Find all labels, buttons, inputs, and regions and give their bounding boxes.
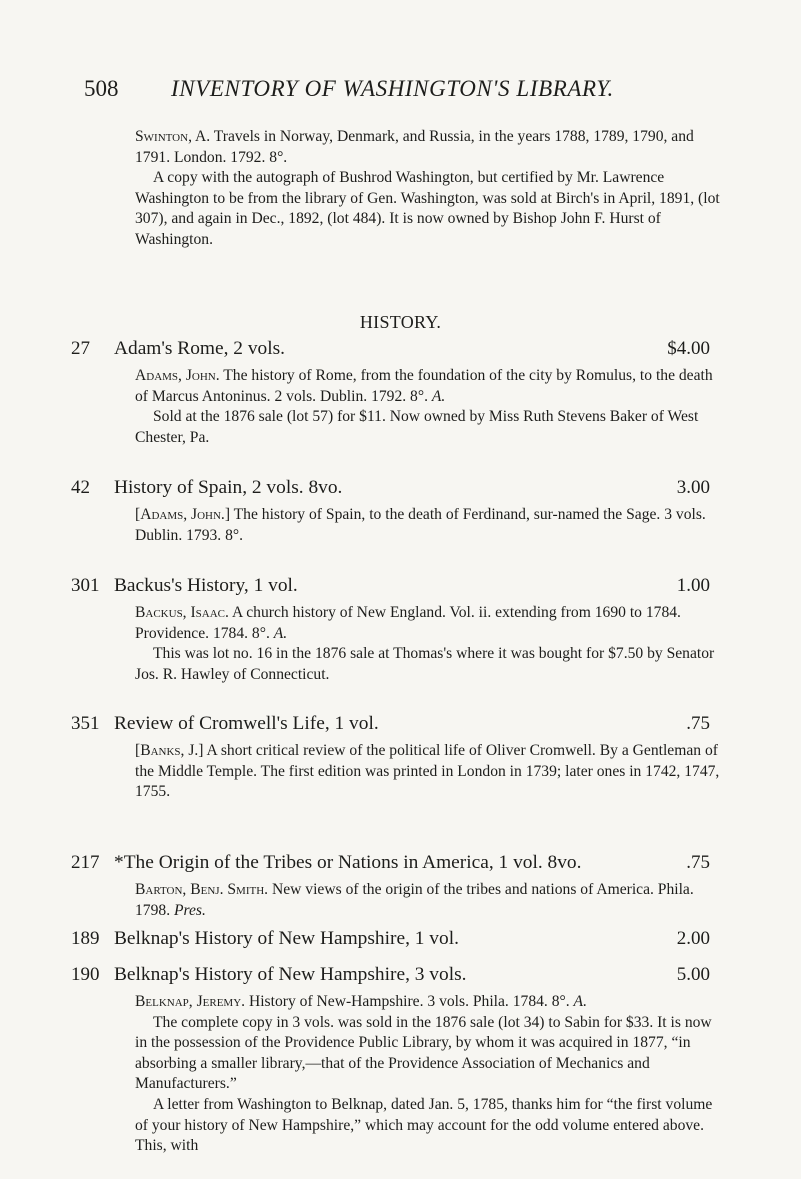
entry-author: [Banks, J.] — [135, 742, 204, 759]
entry-price: .75 — [686, 852, 710, 873]
section-heading: HISTORY. — [359, 312, 442, 332]
lot-number: 189 — [71, 928, 100, 949]
entry-price: $4.00 — [667, 338, 710, 359]
entry-price: 3.00 — [676, 477, 710, 498]
entry-author: [Adams, John.] — [135, 506, 231, 523]
entry-mark: A. — [431, 387, 446, 405]
entry-author: Backus, Isaac. — [135, 604, 229, 621]
entry-citation: A church history of New England. Vol. ii. extending from 1690 to 1784. Providence. 1784. 8°. — [135, 604, 681, 642]
entry-title: Review of Cromwell's Life, 1 vol. — [114, 713, 379, 734]
entry-citation: New views of the origin of the tribes and nations of America. Phila. 1798. — [135, 881, 694, 919]
entry-note: The complete copy in 3 vols. was sold in the 1876 sale (lot 34) to Sabin for $33. It is now in the possession of the Providence Public Library, by whom it was acquired in 1877, “in absorbing a smaller library,—that of the Providence Association of Mechanics and Manufacturers.” — [135, 1013, 712, 1093]
entry-description — [135, 366, 727, 448]
lot-number: 42 — [71, 477, 90, 498]
lot-number: 301 — [71, 575, 100, 596]
entry-title: Backus's History, 1 vol. — [114, 575, 298, 596]
running-header — [84, 76, 724, 108]
entry-price: 5.00 — [676, 964, 710, 985]
page-number: 508 — [84, 76, 119, 101]
lot-number: 190 — [71, 964, 100, 985]
entry-mark: A. — [573, 993, 587, 1010]
entry-citation: The history of Spain, to the death of Ferdinand, sur-named the Sage. 3 vols. Dublin. 1793. 8°. — [135, 506, 706, 544]
entry-description — [135, 603, 727, 685]
lot-number: 27 — [71, 338, 90, 359]
entry-title: Adam's Rome, 2 vols. — [114, 338, 286, 359]
entry-note: Sold at the 1876 sale (lot 57) for $11. Now owned by Miss Ruth Stevens Baker of West Chester, Pa. — [135, 408, 699, 446]
entry-mark: Pres. — [173, 901, 206, 919]
entry-title: Belknap's History of New Hampshire, 1 vol. — [114, 928, 459, 949]
entry-price: 2.00 — [676, 928, 710, 949]
intro-note: A copy with the autograph of Bushrod Washington, but certified by Mr. Lawrence Washington to be from the library of Gen. Washington, was sold at Birch's in April, 1891, (lot 307), and again in Dec., 1892, (lot 484). It is now owned by Bishop John F. Hurst of Washington. — [135, 169, 720, 248]
entry-citation: A short critical review of the political life of Oliver Cromwell. By a Gentleman of the Middle Temple. The first edition was printed in London in 1739; later ones in 1742, 1747, 1755. — [135, 742, 720, 801]
entry-description — [135, 880, 727, 921]
intro-citation-text: Travels in Norway, Denmark, and Russia, in the years 1788, 1789, 1790, and 1791. London. 1792. 8°. — [135, 128, 694, 166]
entry-citation: The history of Rome, from the foundation of the city by Romulus, to the death of Marcus Antoninus. 2 vols. Dublin. 1792. 8°. — [135, 367, 713, 405]
entry-title: Belknap's History of New Hampshire, 3 vols. — [114, 964, 467, 985]
lot-number: 351 — [71, 713, 100, 734]
entry-author: Barton, Benj. Smith. — [135, 881, 269, 898]
entry-note: This was lot no. 16 in the 1876 sale at Thomas's where it was bought for $7.50 by Senator Jos. R. Hawley of Connecticut. — [135, 645, 715, 683]
lot-number: 217 — [71, 852, 100, 873]
entry-title: *The Origin of the Tribes or Nations in America, 1 vol. 8vo. — [114, 852, 582, 873]
entry-description — [135, 741, 727, 803]
entry-citation: History of New-Hampshire. 3 vols. Phila. 1784. 8°. — [245, 993, 574, 1010]
intro-citation — [135, 127, 727, 168]
entry-title: History of Spain, 2 vols. 8vo. — [114, 477, 343, 498]
entry-note: A letter from Washington to Belknap, dated Jan. 5, 1785, thanks him for “the first volume of your history of New Hampshire,” which may account for the odd volume entered above. This, with — [135, 1095, 713, 1155]
entry-price: 1.00 — [676, 575, 710, 596]
entry-description — [135, 992, 727, 1157]
intro-entry — [135, 127, 727, 251]
intro-author: Swinton, A. — [135, 128, 211, 145]
entry-mark: A. — [273, 624, 288, 642]
entry-author: Belknap, Jeremy. — [135, 993, 246, 1010]
entry-price: .75 — [686, 713, 710, 734]
running-title: INVENTORY OF WASHINGTON'S LIBRARY. — [171, 76, 614, 101]
entry-description — [135, 505, 727, 546]
entry-author: Adams, John. — [135, 367, 220, 384]
